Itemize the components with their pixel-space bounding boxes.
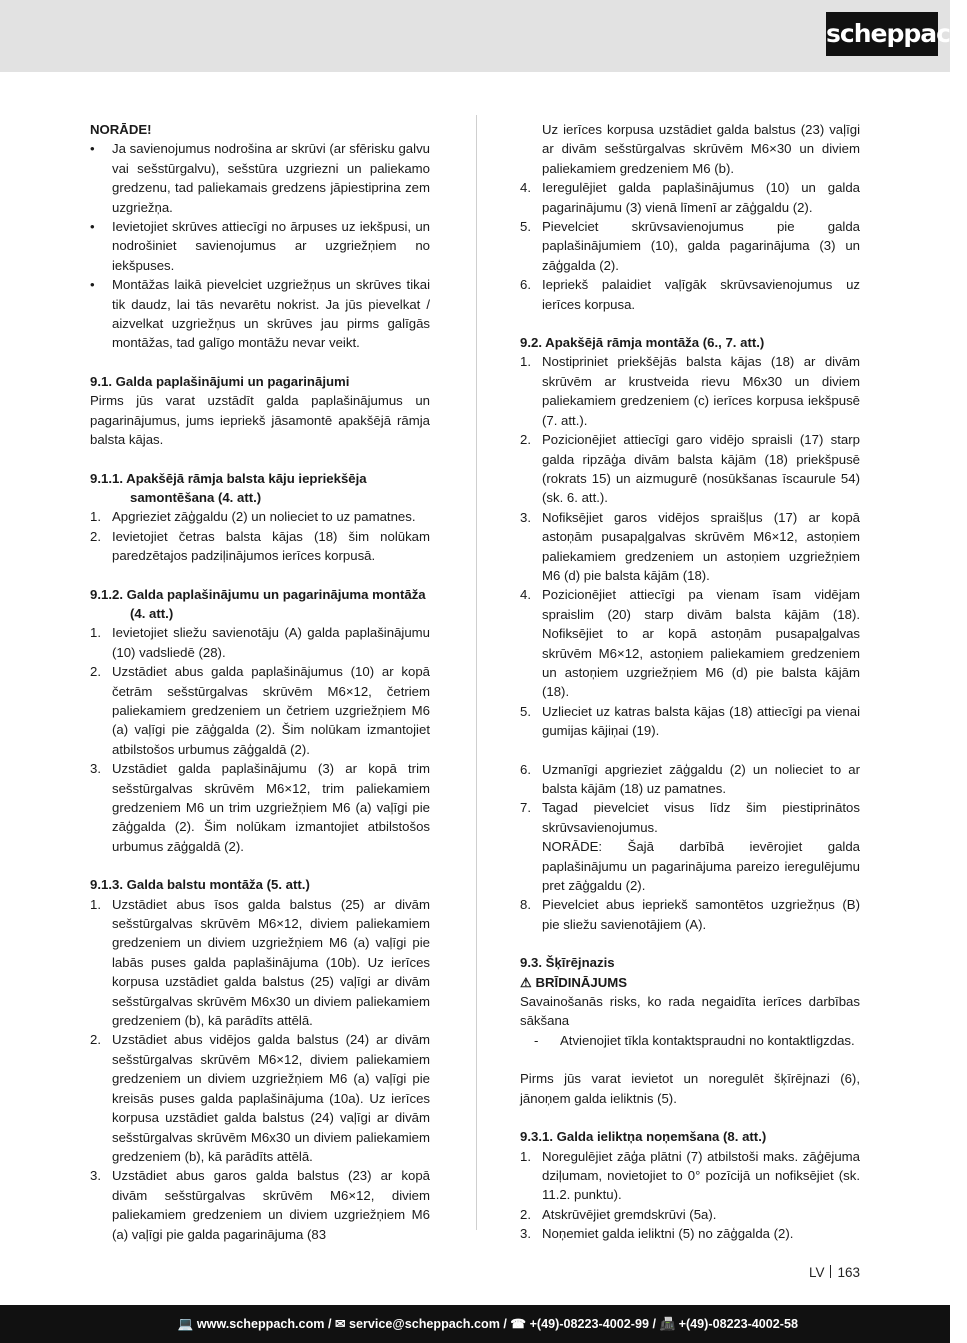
bullet-icon: • bbox=[90, 141, 95, 157]
list-item bbox=[90, 1166, 430, 1244]
bullet-icon: • bbox=[90, 219, 95, 235]
left-column bbox=[90, 120, 430, 1244]
list-marker: 2. bbox=[90, 664, 101, 680]
list-item-text: Iepriekš palaidiet vaļīgāk skrūvsavienojumus uz ierīces korpusa. bbox=[542, 277, 860, 312]
spacer bbox=[90, 566, 430, 585]
list-item bbox=[520, 1031, 860, 1050]
list-marker: 3. bbox=[520, 509, 531, 525]
list-item bbox=[520, 217, 860, 275]
list-marker: 6. bbox=[520, 277, 531, 293]
list-marker: 4. bbox=[520, 587, 531, 603]
paragraph: Savainošanās risks, ko rada negaidīta ierīces darbības sākšana bbox=[520, 994, 860, 1029]
list-marker: 1. bbox=[520, 354, 531, 370]
brand-logo: scheppach bbox=[826, 12, 938, 56]
list-item bbox=[520, 760, 860, 799]
list-item bbox=[90, 662, 430, 759]
list-marker: - bbox=[534, 1032, 539, 1048]
paragraph: Pirms jūs varat ievietot un noregulēt šķīrējnazi (6), jānoņem galda ieliktnis (5). bbox=[520, 1071, 860, 1106]
section-heading: ⚠ BRĪDINĀJUMS bbox=[520, 974, 628, 990]
list-item-text: Ievietojiet sliežu savienotāju (A) galda paplašinājumu (10) vadsliedē (28). bbox=[112, 625, 430, 660]
list-item bbox=[90, 895, 430, 1031]
list-item-continuation: Uz ierīces korpusa uzstādiet galda balstus (23) vaļīgi ar divām sešstūrgalvas skrūvēm M6×30 un diviem paliekamiem gredzeniem M6 (b). bbox=[542, 122, 860, 176]
footer-bar bbox=[0, 1305, 950, 1343]
list-item bbox=[90, 139, 430, 217]
list-item bbox=[520, 798, 860, 837]
list-marker: 7. bbox=[520, 800, 531, 816]
list-marker: 2. bbox=[520, 432, 531, 448]
list-marker: 3. bbox=[90, 761, 101, 777]
list-item bbox=[520, 1224, 860, 1243]
list-item bbox=[520, 1205, 860, 1224]
list-item-text: Pievelciet skrūvsavienojumus pie galda paplašinājumiem (10), galda pagarinājuma (3) un zāģgalda (2). bbox=[542, 219, 860, 273]
list-marker: 1. bbox=[90, 509, 101, 525]
spacer bbox=[520, 1050, 860, 1069]
spacer bbox=[520, 934, 860, 953]
list-item-text: Pievelciet abus iepriekš samontētos uzgriežņus (B) pie sliežu savienotājiem (A). bbox=[542, 897, 860, 932]
list-item bbox=[520, 275, 860, 314]
list-note: NORĀDE: Šajā darbībā ievērojiet galda paplašinājumu un pagarinājuma pareizo ieregulējumu pret zāģgaldu (2). bbox=[542, 839, 860, 894]
list-item bbox=[520, 585, 860, 701]
page-number-value: 163 bbox=[837, 1265, 860, 1280]
list-item-text: Pozicionējiet attiecīgi garo vidējo spraisli (17) starp galda ripzāģa divām balsta kājām (18) priekšpusē (rokrats 15) un aizmugurē (nosūkšanas īscaurule 54) (sk. 6. att.). bbox=[542, 432, 860, 506]
list-item bbox=[520, 352, 860, 430]
list-marker: 2. bbox=[90, 528, 101, 544]
list-item bbox=[520, 895, 860, 934]
list-item bbox=[520, 178, 860, 217]
list-marker: 2. bbox=[520, 1206, 531, 1222]
list-item bbox=[90, 1030, 430, 1166]
list-marker: 4. bbox=[520, 180, 531, 196]
list-item-text: Ievietojiet četras balsta kājas (18) šim nolūkam paredzētajos padziļinājumos ierīces korpusā. bbox=[112, 528, 430, 564]
list-item bbox=[520, 508, 860, 586]
list-item bbox=[90, 507, 430, 526]
list-marker: 5. bbox=[520, 703, 531, 719]
list-item-text: Noņemiet galda ieliktni (5) no zāģgalda (2). bbox=[542, 1226, 794, 1242]
list-item bbox=[520, 430, 860, 508]
list-item bbox=[520, 702, 860, 741]
spacer bbox=[520, 1108, 860, 1127]
list-item-text: Nostipriniet priekšējās balsta kājas (18) ar divām skrūvēm ar krustveida rievu M6x30 un diviem paliekamiem gredzeniem (c) ierīces korpusa iekšpusē (7. att.). bbox=[542, 354, 860, 428]
list-item-text: Uzmanīgi apgrieziet zāģgaldu (2) un nolieciet to ar balsta kājām (18) uz pamatnes. bbox=[542, 761, 860, 796]
section-heading: 9.2. Apakšējā rāmja montāža (6., 7. att.) bbox=[520, 335, 765, 351]
section-heading: 9.1.1. Apakšējā rāmja balsta kāju iepriekšēja samontēšana (4. att.) bbox=[90, 470, 367, 505]
list-item-text: Uzstādiet galda paplašinājumu (3) ar kopā trim sešstūrgalvas skrūvēm M6×12, trim paliekamiem gredzeniem M6 un trim uzgriežņiem M6 (a) vaļīgi pie zāģgalda (2). Šim nolūkam izmantojiet atbilstošos urbumus zāģgaldā (2). bbox=[112, 761, 430, 854]
list-marker: 1. bbox=[520, 1148, 531, 1164]
spacer bbox=[520, 741, 860, 760]
list-item-text: Noregulējiet zāģa plātni (7) atbilstoši maks. zāģējuma dziļumam, novietojiet to 0° pozīcijā un nofiksējiet (sk. 11.2. punktu). bbox=[542, 1148, 860, 1203]
list-item-text: Atskrūvējiet gremdskrūvi (5a). bbox=[542, 1206, 717, 1222]
spacer bbox=[90, 856, 430, 875]
list-item-text: Montāžas laikā pievelciet uzgriežņus un skrūves tikai tik daudz, lai tās nevarētu nokrist. Ja jūs pievelkat / aizvelkat uzgriežņus un skrūves jau pirms galīgās montāžas, tad galīgo montāžu nevar veikt. bbox=[112, 277, 430, 351]
list-item-text: Ievietojiet skrūves attiecīgi no ārpuses uz iekšpusi, un nodrošiniet savienojumus ar uzgriežņiem no iekšpuses. bbox=[112, 219, 430, 273]
header-bar bbox=[0, 0, 967, 72]
list-marker: 1. bbox=[90, 896, 101, 912]
paragraph: Pirms jūs varat uzstādīt galda paplašinājumus un pagarinājumus, jums iepriekš jāsamontē apakšējā rāmja balsta kājas. bbox=[90, 393, 430, 448]
section-heading: 9.1. Galda paplašinājumi un pagarinājumi bbox=[90, 373, 350, 389]
list-item-text: Atvienojiet tīkla kontaktspraudni no kontaktligzdas. bbox=[560, 1032, 855, 1048]
list-marker: 3. bbox=[520, 1226, 531, 1242]
spacer bbox=[90, 353, 430, 372]
section-heading: 9.1.3. Galda balstu montāža (5. att.) bbox=[90, 877, 310, 893]
list-item-text: Pozicionējiet attiecīgi pa vienam īsam vidējam spraislim (20) starp divām balsta kājām (18). Nofiksējiet to ar kopā astoņām pusapaļgalvas skrūvēm M6×12, astoņiem paliekamiem gredzeniem un astoņiem uzgriežņiem M6 (d) pie balsta kājām (18). bbox=[542, 587, 860, 700]
page-number bbox=[809, 1265, 860, 1280]
footer-contact: 💻 www.scheppach.com / ✉ service@scheppach.com / ☎ +(49)-08223-4002-99 / 📠 +(49)-08223-4002-58 bbox=[177, 1317, 798, 1331]
bullet-icon: • bbox=[90, 277, 95, 293]
spacer bbox=[90, 450, 430, 469]
list-marker: 8. bbox=[520, 897, 531, 913]
list-item-text: Nofiksējiet garos vidējos spraišļus (17) ar kopā astoņām pusapaļgalvas skrūvēm M6×12, astoņiem paliekamiem gredzeniem un astoņiem uzgriežņiem M6 (d) pie balsta kājām (18). bbox=[542, 509, 860, 583]
list-marker: 5. bbox=[520, 219, 531, 235]
list-item bbox=[90, 759, 430, 856]
list-item bbox=[90, 527, 430, 566]
list-item-text: Uzlieciet uz katras balsta kājas (18) attiecīgi pa vienai gumijas kājiņai (19). bbox=[542, 703, 860, 739]
list-item-text: Uzstādiet abus vidējos galda balstus (24) ar divām sešstūrgalvas skrūvēm M6×12, diviem paliekamiem gredzeniem un diviem uzgriežņiem M6 (a) vaļīgi pie kreisās puses galda paplašinājuma (10a). Uz ierīces korpusa uzstādiet galda balstus (24) vaļīgi ar divām sešstūrgalvas skrūvēm M6x30 un diviem paliekamiem gredzeniem (b), kā parādīts attēlā. bbox=[112, 1032, 430, 1164]
list-item bbox=[90, 623, 430, 662]
list-item-text: Ieregulējiet galda paplašinājumus (10) un galda pagarinājumu (3) vienā līmenī ar zāģgaldu (2). bbox=[542, 180, 860, 215]
section-heading: 9.1.2. Galda paplašinājumu un pagarinājuma montāža (4. att.) bbox=[90, 586, 426, 621]
section-heading: 9.3.1. Galda ieliktņa noņemšana (8. att.) bbox=[520, 1129, 767, 1145]
list-item-text: Apgrieziet zāģgaldu (2) un nolieciet to uz pamatnes. bbox=[112, 509, 416, 525]
list-marker: 3. bbox=[90, 1168, 101, 1184]
list-item-text: Uzstādiet abus garos galda balstus (23) ar kopā divām sešstūrgalvas skrūvēm M6×12, diviem paliekamiem gredzeniem un diviem uzgriežņiem M6 (a) vaļīgi pie galda pagarinājuma (83 bbox=[112, 1168, 430, 1242]
list-marker: 6. bbox=[520, 761, 531, 777]
list-marker: 2. bbox=[90, 1032, 101, 1048]
section-heading: NORĀDE! bbox=[90, 122, 152, 137]
list-item bbox=[90, 217, 430, 275]
list-item bbox=[520, 1147, 860, 1205]
list-item-text: Ja savienojumus nodrošina ar skrūvi (ar sfērisku galvu vai sešstūrgalvu), sešstūra uzgriezni un paliekamo gredzenu, tad paliekamais gredzens jāpiestiprina zem uzgriežņa. bbox=[112, 141, 430, 215]
list-item-text: Uzstādiet abus galda paplašinājumus (10) ar kopā četrām sešstūrgalvas skrūvēm M6×12, četriem paliekamiem gredzeniem un četriem uzgriežņiem M6 (a) vaļīgi pie zāģgalda (2). Šim nolūkam izmantojiet atbilstošos urbumus zāģgaldā (2). bbox=[112, 664, 430, 757]
language-code: LV bbox=[808, 1265, 825, 1280]
list-item bbox=[90, 275, 430, 353]
list-item-text: Tagad pievelciet visus līdz šim piestiprinātos skrūvsavienojumus. bbox=[542, 800, 860, 835]
list-item-text: Uzstādiet abus īsos galda balstus (25) ar divām sešstūrgalvas skrūvēm M6×12, diviem paliekamiem gredzeniem un diviem uzgriežņiem M6 (a) vaļīgi pie labās puses galda paplašinājuma (10b). Uz ierīces korpusa uzstādiet galda balstus (25) vaļīgi ar divām sešstūrgalvas skrūvēm M6x30 un diviem paliekamiem gredzeniem (b), kā parādīts attēlā. bbox=[112, 896, 430, 1029]
spacer bbox=[520, 314, 860, 333]
column-divider bbox=[476, 115, 477, 1230]
list-marker: 1. bbox=[90, 625, 101, 641]
section-heading: 9.3. Šķīrējnazis bbox=[520, 955, 615, 971]
right-column bbox=[520, 120, 860, 1244]
